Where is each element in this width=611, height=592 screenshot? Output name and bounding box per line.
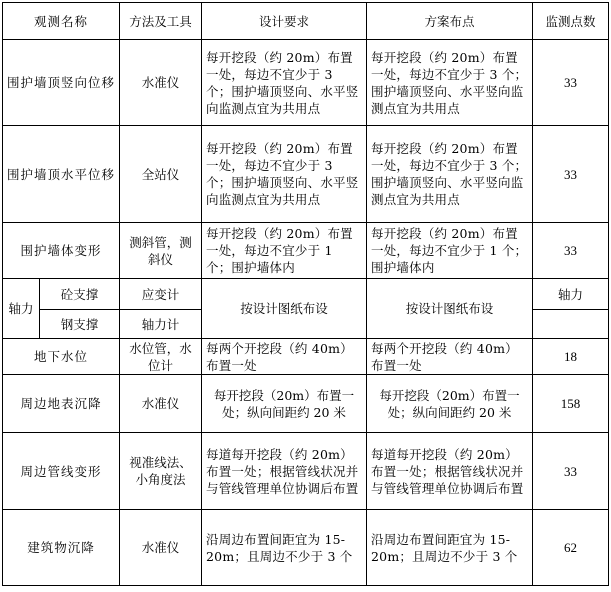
row-plan: 每开挖段（约 20m）布置一处，每边不宜少于 3 个；围护墙顶竖向、水平竖向监测点宜为共用点 xyxy=(367,40,533,126)
row-design: 每两个开挖段（约 40m）布置一处 xyxy=(202,339,367,375)
axial-method-force-meter: 轴力计 xyxy=(120,310,202,339)
row-count: 33 xyxy=(533,126,609,223)
axial-design: 按设计图纸布设 xyxy=(202,279,367,339)
row-item: 周边地表沉降 xyxy=(3,375,120,433)
row-method: 全站仪 xyxy=(120,126,202,223)
row-plan: 每开挖段（约 20m）布置一处，每边不宜少于 3 个；围护墙顶竖向、水平竖向监测点宜为共用点 xyxy=(367,126,533,223)
row-method: 视准线法、小角度法 xyxy=(120,433,202,510)
row-design: 每开挖段（约 20m）布置一处，每边不宜少于 3 个；围护墙顶竖向、水平竖向监测点宜为共用点 xyxy=(202,126,367,223)
header-design: 设计要求 xyxy=(202,3,367,40)
table-row xyxy=(3,223,609,279)
row-item: 周边管线变形 xyxy=(3,433,120,510)
row-plan: 每开挖段（约 20m）布置一处，每边不宜少于 1 个；围护墙体内 xyxy=(367,223,533,279)
axial-count: 轴力 xyxy=(533,279,609,310)
row-method: 水准仪 xyxy=(120,510,202,586)
axial-plan: 按设计图纸布设 xyxy=(367,279,533,339)
row-method: 水准仪 xyxy=(120,40,202,126)
row-item: 围护墙顶水平位移 xyxy=(3,126,120,223)
row-plan: 每两个开挖段（约 40m）布置一处 xyxy=(367,339,533,375)
row-design: 每开挖段（20m）布置一处；纵向间距约 20 米 xyxy=(202,375,367,433)
row-plan: 每道每开挖段（约 20m）布置一处；根据管线状况并与管线管理单位协调后布置 xyxy=(367,433,533,510)
table-row xyxy=(3,339,609,375)
axial-method-strain-gauge: 应变计 xyxy=(120,279,202,310)
row-method: 测斜管，测斜仪 xyxy=(120,223,202,279)
row-item: 地下水位 xyxy=(3,339,120,375)
axial-count-blank xyxy=(533,310,609,339)
row-plan: 沿周边布置间距宜为 15-20m；且周边不少于 3 个 xyxy=(367,510,533,586)
row-item: 围护墙体变形 xyxy=(3,223,120,279)
axial-sub-steel: 钢支撑 xyxy=(40,310,120,339)
axial-row-concrete xyxy=(3,279,609,310)
row-count: 33 xyxy=(533,223,609,279)
row-design: 每开挖段（约 20m）布置一处，每边不宜少于 3 个；围护墙顶竖向、水平竖向监测点宜为共用点 xyxy=(202,40,367,126)
row-count: 158 xyxy=(533,375,609,433)
axial-group-label: 轴力 xyxy=(3,279,40,339)
row-count: 33 xyxy=(533,40,609,126)
row-method: 水准仪 xyxy=(120,375,202,433)
row-count: 33 xyxy=(533,433,609,510)
header-item: 观测名称 xyxy=(3,3,120,40)
row-count: 62 xyxy=(533,510,609,586)
monitoring-table xyxy=(2,2,609,586)
row-method: 水位管，水位计 xyxy=(120,339,202,375)
row-design: 每道每开挖段（约 20m）布置一处；根据管线状况并与管线管理单位协调后布置 xyxy=(202,433,367,510)
table-row xyxy=(3,375,609,433)
row-item: 建筑物沉降 xyxy=(3,510,120,586)
table-row xyxy=(3,40,609,126)
table-row xyxy=(3,126,609,223)
row-item: 围护墙顶竖向位移 xyxy=(3,40,120,126)
header-row xyxy=(3,3,609,40)
row-count: 18 xyxy=(533,339,609,375)
row-design: 每开挖段（约 20m）布置一处，每边不宜少于 1 个；围护墙体内 xyxy=(202,223,367,279)
header-plan: 方案布点 xyxy=(367,3,533,40)
table-row xyxy=(3,510,609,586)
axial-sub-concrete: 砼支撑 xyxy=(40,279,120,310)
table-row xyxy=(3,433,609,510)
row-plan: 每开挖段（20m）布置一处；纵向间距约 20 米 xyxy=(367,375,533,433)
row-design: 沿周边布置间距宜为 15-20m；且周边不少于 3 个 xyxy=(202,510,367,586)
header-method: 方法及工具 xyxy=(120,3,202,40)
header-count: 监测点数 xyxy=(533,3,609,40)
